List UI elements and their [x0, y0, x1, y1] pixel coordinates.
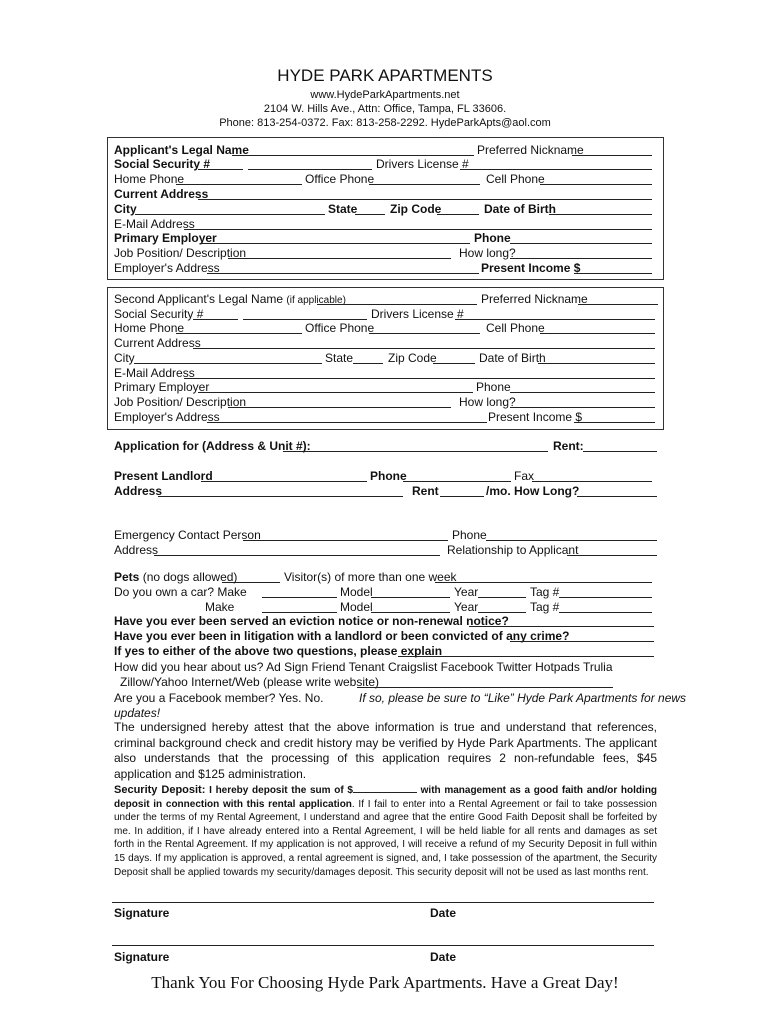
second-office-phone-label: Office Phone [305, 321, 375, 335]
home-phone-field[interactable] [176, 184, 302, 185]
how-long-label: How long? [459, 246, 516, 260]
heard-about-us-web: Zillow/Yahoo Internet/Web (please write website) [120, 675, 380, 689]
page-title: HYDE PARK APARTMENTS [277, 66, 493, 85]
employer-label: Primary Employer [114, 231, 217, 245]
second-office-phone-field[interactable] [369, 333, 480, 334]
state-label: State [328, 202, 358, 216]
car-year-label-1: Year [454, 585, 479, 599]
second-employer-address-field[interactable] [207, 422, 487, 423]
second-city-label: City [114, 351, 135, 365]
signature-line-1[interactable] [112, 902, 654, 903]
car-model-label-1: Model [340, 585, 373, 599]
car-year-field-2[interactable] [478, 612, 526, 613]
emergency-contact-label: Emergency Contact Person [114, 528, 261, 542]
explain-field[interactable] [398, 656, 654, 657]
home-phone-label: Home Phone [114, 172, 185, 186]
email-label: E-Mail Address [114, 217, 195, 231]
second-nickname-field[interactable] [578, 304, 658, 305]
landlord-address-field[interactable] [158, 496, 403, 497]
date-label-2: Date [430, 950, 457, 964]
cell-phone-label: Cell Phone [486, 172, 545, 186]
facebook-note: If so, please be sure to “Like” Hyde Park Apartments for news [359, 691, 687, 705]
website-field[interactable] [357, 687, 613, 688]
landlord-phone-label: Phone [370, 469, 407, 483]
emergency-contact-field[interactable] [243, 540, 448, 541]
city-label: City [114, 202, 137, 216]
car-make-field-1[interactable] [262, 597, 337, 598]
preferred-nickname-label: Preferred Nickname [477, 143, 584, 157]
landlord-fax-label: Fax [514, 469, 535, 483]
signature-line-2[interactable] [112, 945, 654, 946]
city-field[interactable] [135, 214, 325, 215]
explain-label: If yes to either of the above two questions, please explain [114, 644, 443, 658]
how-long-field[interactable] [510, 258, 652, 259]
job-field[interactable] [228, 258, 451, 259]
contact-line: Phone: 813-254-0372. Fax: 813-258-2292. HydeParkApts@aol.com [219, 117, 551, 129]
attestation-paragraph: The undersigned hereby attest that the above information is true and understand that references, criminal background check and credit history may be verified by Hyde Park Apartments. The applicant also understands that the processing of this application requires 2 non-refundable fees, $45 application and $125 administration. [114, 720, 657, 781]
visitors-label: Visitor(s) of more than one week [284, 570, 457, 584]
deposit-amount-field[interactable] [353, 782, 417, 793]
ssn-field-1[interactable] [198, 169, 243, 170]
car-make-label-2: Make [205, 600, 235, 614]
pets-field[interactable] [222, 582, 280, 583]
second-state-label: State [325, 351, 354, 365]
landlord-rent-label: Rent [412, 484, 439, 498]
litigation-answer-field[interactable] [510, 641, 654, 642]
current-address-label: Current Address [114, 187, 209, 201]
current-address-field[interactable] [198, 199, 652, 200]
emergency-address-label: Address [114, 543, 159, 557]
income-label: Present Income $ [481, 261, 581, 275]
application-for-field[interactable] [283, 451, 548, 452]
eviction-answer-field[interactable] [469, 626, 654, 627]
second-legal-name-label [114, 292, 346, 308]
second-ssn-field-1[interactable] [193, 319, 238, 320]
car-year-label-2: Year [454, 600, 479, 614]
second-current-address-label: Current Address [114, 336, 201, 350]
dob-field[interactable] [549, 214, 652, 215]
deposit-connection-text: with management as a good faith and/or holding deposit in connection with this rental application [114, 785, 658, 810]
eviction-question: Have you ever been served an eviction notice or non-renewal notice? [114, 614, 509, 628]
zip-field[interactable] [437, 214, 479, 215]
car-model-field-1[interactable] [371, 597, 450, 598]
application-for-label: Application for (Address & Unit #): [114, 439, 311, 453]
second-dob-label: Date of Birth [479, 351, 546, 365]
second-state-field[interactable] [353, 363, 383, 364]
second-email-label: E-Mail Address [114, 366, 195, 380]
security-deposit-paragraph [114, 782, 657, 879]
second-job-field[interactable] [228, 407, 451, 408]
heard-about-us-options: How did you hear about us? Ad Sign Friend Tenant Craigslist Facebook Twitter Hotpads Trulia [114, 660, 613, 674]
drivers-license-label: Drivers License # [376, 157, 469, 171]
website-text: www.HydeParkApartments.net [310, 89, 460, 101]
second-zip-field[interactable] [433, 363, 475, 364]
second-cell-phone-field[interactable] [540, 333, 655, 334]
deposit-terms-text: . If I fail to enter into a Rental Agreement or fail to take possession under the terms of my Rental Agreement, I understand and agree that the entire Good Faith Deposit shall be forfeited by me. In addition, if I have already entered into a Rental Agreement, I will be held liable for all rents and damages as set forth in the Rental Agreement. If my application is not approved, I will receive a refund of my Security Deposit in full within 15 days. If my application is approved, a rental agreement is signed, and, I take possession of the apartment, the Security Deposit shall be applied towards my security/damages deposit. This security deposit will not be used as last months rent. [114, 798, 657, 878]
employer-address-label: Employer's Address [114, 261, 220, 275]
second-email-field[interactable] [184, 378, 655, 379]
deposit-sum-text: I hereby deposit the sum of $ [209, 785, 353, 796]
employer-phone-field[interactable] [510, 243, 652, 244]
second-employer-phone-field[interactable] [510, 392, 655, 393]
office-address: 2104 W. Hills Ave., Attn: Office, Tampa, FL 33606. [263, 103, 507, 115]
car-tag-label-1: Tag # [530, 585, 560, 599]
second-home-phone-field[interactable] [176, 333, 302, 334]
income-field[interactable] [574, 273, 652, 274]
office-phone-label: Office Phone [305, 172, 375, 186]
second-current-address-field[interactable] [193, 348, 655, 349]
landlord-fax-field[interactable] [532, 481, 652, 482]
visitors-field[interactable] [435, 582, 652, 583]
facebook-note-continued: updates! [114, 706, 161, 720]
signature-label-2: Signature [114, 950, 170, 964]
no-dogs-note: (no dogs allowed) [142, 570, 238, 584]
pets-label-text: Pets [114, 570, 140, 584]
car-tag-field-1[interactable] [559, 597, 652, 598]
second-job-label: Job Position/ Description [114, 395, 247, 409]
landlord-rent-field[interactable] [440, 496, 484, 497]
rent-label: Rent: [553, 439, 584, 453]
signature-label-1: Signature [114, 906, 170, 920]
second-nickname-label: Preferred Nickname [481, 292, 588, 306]
thank-you-footer: Thank You For Choosing Hyde Park Apartments. Have a Great Day! [151, 973, 619, 992]
pets-label [114, 570, 237, 584]
second-dob-field[interactable] [538, 363, 655, 364]
landlord-address-label: Address [114, 484, 163, 498]
employer-address-field[interactable] [207, 273, 479, 274]
second-ssn-label: Social Security # [114, 307, 204, 321]
ssn-field-2[interactable] [248, 169, 372, 170]
second-how-long-label: How long? [459, 395, 516, 409]
email-field[interactable] [184, 229, 652, 230]
preferred-nickname-field[interactable] [572, 155, 652, 156]
car-tag-label-2: Tag # [530, 600, 560, 614]
second-employer-field[interactable] [198, 392, 473, 393]
ssn-label: Social Security # [114, 157, 211, 171]
relationship-label: Relationship to Applicant [447, 543, 579, 557]
dob-label: Date of Birth [484, 202, 556, 216]
employer-phone-label: Phone [474, 231, 511, 245]
second-employer-label: Primary Employer [114, 380, 210, 394]
second-zip-label: Zip Code [388, 351, 437, 365]
zip-label: Zip Code [390, 202, 442, 216]
facebook-question: Are you a Facebook member? Yes. No. [114, 691, 324, 705]
rent-field[interactable] [583, 451, 657, 452]
second-home-phone-label: Home Phone [114, 321, 185, 335]
state-field[interactable] [355, 214, 385, 215]
second-income-label: Present Income $ [488, 410, 583, 424]
emergency-phone-label: Phone [452, 528, 487, 542]
car-model-label-2: Model [340, 600, 373, 614]
second-how-long-field[interactable] [510, 407, 655, 408]
date-label-1: Date [430, 906, 457, 920]
cell-phone-field[interactable] [540, 184, 652, 185]
second-income-field[interactable] [574, 422, 655, 423]
second-cell-phone-label: Cell Phone [486, 321, 545, 335]
if-applicable-note: (if applicable) [286, 295, 346, 306]
car-make-field-2[interactable] [262, 612, 337, 613]
second-ssn-field-2[interactable] [243, 319, 367, 320]
second-legal-name-text: Second Applicant's Legal Name [114, 292, 284, 306]
car-question-label: Do you own a car? Make [114, 585, 247, 599]
car-tag-field-2[interactable] [559, 612, 652, 613]
office-phone-field[interactable] [369, 184, 480, 185]
legal-name-field[interactable] [232, 155, 474, 156]
emergency-address-field[interactable] [154, 555, 440, 556]
landlord-phone-field[interactable] [403, 481, 511, 482]
security-deposit-label: Security Deposit: [114, 784, 206, 796]
second-employer-address-label: Employer's Address [114, 410, 220, 424]
present-landlord-field[interactable] [201, 481, 367, 482]
drivers-license-field[interactable] [460, 169, 652, 170]
legal-name-label: Applicant's Legal Name [114, 143, 249, 157]
car-year-field-1[interactable] [478, 597, 526, 598]
per-month-how-long-label: /mo. How Long? [486, 484, 580, 498]
present-landlord-label: Present Landlord [114, 469, 213, 483]
relationship-field[interactable] [567, 555, 657, 556]
second-employer-phone-label: Phone [476, 380, 511, 394]
litigation-question: Have you ever been in litigation with a landlord or been convicted of any crime? [114, 629, 570, 643]
car-model-field-2[interactable] [371, 612, 450, 613]
second-drivers-license-label: Drivers License # [371, 307, 464, 321]
landlord-how-long-field[interactable] [577, 496, 657, 497]
employer-field[interactable] [202, 243, 470, 244]
second-legal-name-field[interactable] [317, 304, 477, 305]
second-drivers-license-field[interactable] [455, 319, 655, 320]
second-city-field[interactable] [134, 363, 322, 364]
job-label: Job Position/ Description [114, 246, 247, 260]
emergency-phone-field[interactable] [486, 540, 657, 541]
